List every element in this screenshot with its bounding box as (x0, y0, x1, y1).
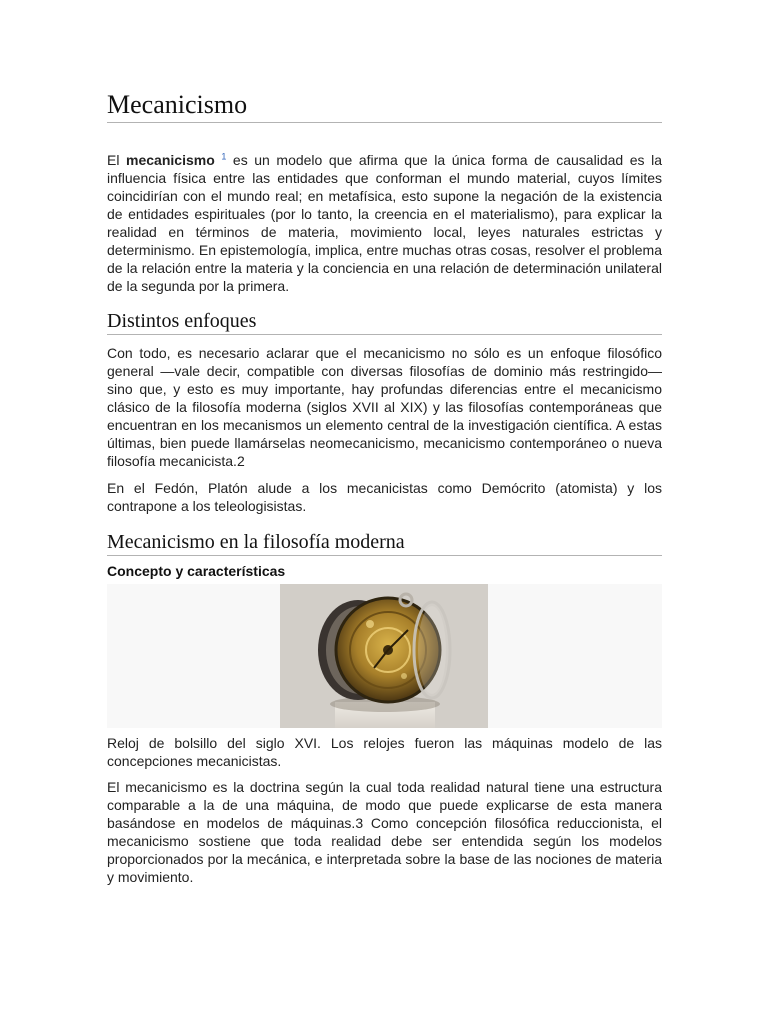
intro-paragraph (107, 151, 662, 295)
subsection-heading-concepto: Concepto y características (107, 563, 286, 579)
moderna-paragraph: El mecanicismo es la doctrina según la cual toda realidad natural tiene una estructura comparable a la de una máquina, de modo que puede explicarse de esta manera basándose en modelos de máquinas.3 Como concepción filosófica reduccionista, el mecanicismo sostiene que toda realidad debe ser entendida según los modelos proporcionados por la mecánica, e interpretada sobre la base de las nociones de materia y movimiento. (107, 779, 662, 885)
figure-caption: Reloj de bolsillo del siglo XVI. Los relojes fueron las máquinas modelo de las concepciones mecanicistas. (107, 735, 662, 769)
bold-term: mecanicismo (126, 152, 215, 168)
pocket-watch-image[interactable] (280, 584, 488, 728)
section-heading-moderna: Mecanicismo en la filosofía moderna (107, 529, 662, 556)
enfoques-paragraph-2: En el Fedón, Platón alude a los mecanicistas como Demócrito (atomista) y los contrapone a los teleologisistas. (107, 480, 662, 514)
intro-body: es un modelo que afirma que la única forma de causalidad es la influencia física entre las entidades que conforman el mundo material, cuyos límites coincidirían con el mundo real; en metafísica, esto supone la negación de la existencia de entidades espirituales (por lo tanto, la creencia en el materialismo), para explicar la realidad en términos de materia, movimiento local, leyes naturales estrictas y determinismo. En epistemología, implica, entre muchas otras cosas, resolver el problema de la relación entre la materia y la conciencia en una relación de determinación unilateral de la segunda por la primera. (107, 152, 662, 294)
figure-box (107, 584, 662, 728)
page-title: Mecanicismo (107, 88, 662, 123)
article-content (107, 88, 662, 886)
enfoques-paragraph-1: Con todo, es necesario aclarar que el mecanicismo no sólo es un enfoque filosófico general —vale decir, compatible con diversas filosofías de dominio más restringido— sino que, y esto es muy importante, hay profundas diferencias entre el mecanicismo clásico de la filosofía moderna (siglos XVII al XIX) y las filosofías contemporáneas que encuentran en los mecanismos un elemento central de la investigación científica. A estas últimas, bien puede llamárselas neomecanicismo, mecanicismo contemporáneo o nueva filosofía mecanicista.2 (107, 345, 662, 469)
intro-lead: El (107, 152, 127, 168)
section-heading-enfoques: Distintos enfoques (107, 308, 662, 335)
reference-link-1[interactable]: 1 (221, 151, 227, 162)
